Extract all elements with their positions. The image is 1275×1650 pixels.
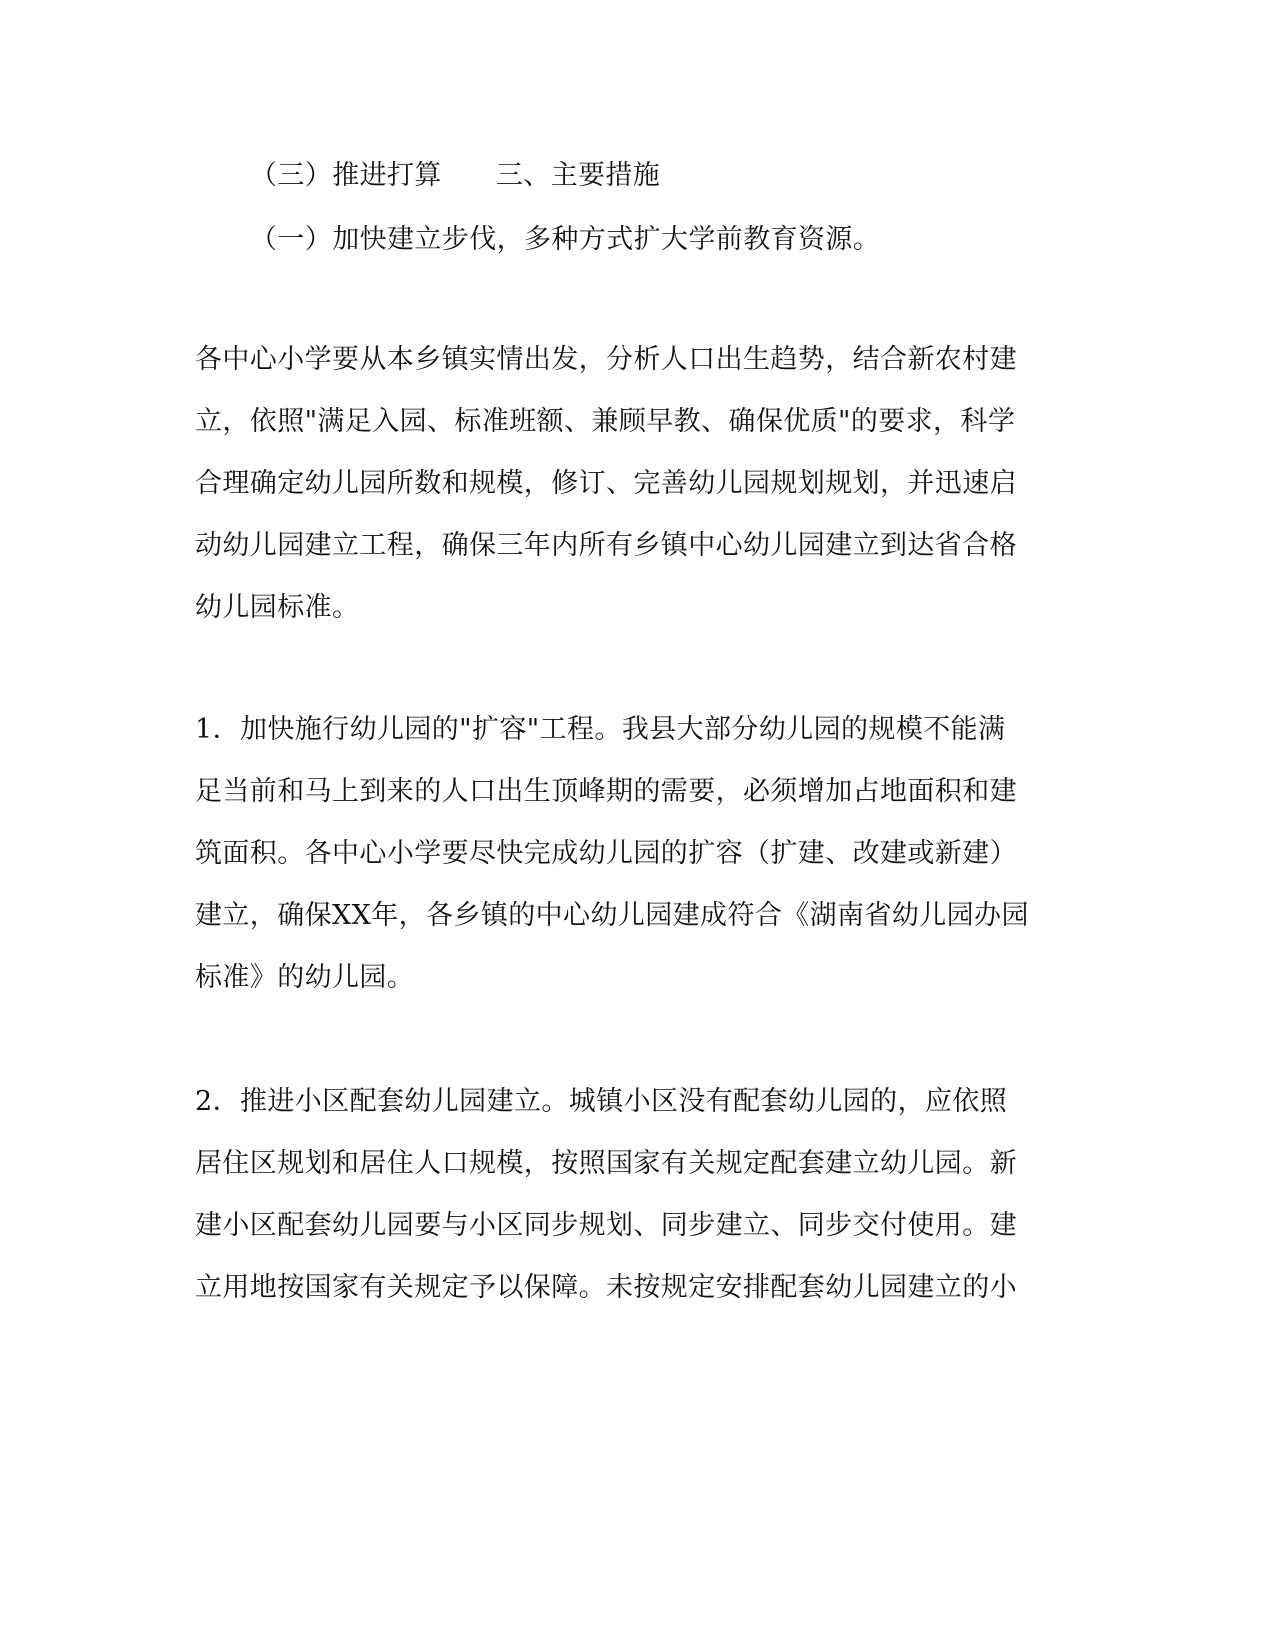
paragraph-3-line-2: 居住区规划和居住人口规模，按照国家有关规定配套建立幼儿园。新 — [195, 1148, 1017, 1179]
paragraph-1-line-4: 动幼儿园建立工程，确保三年内所有乡镇中心幼儿园建立到达省合格 — [195, 530, 1017, 561]
paragraph-2-line-5: 标准》的幼儿园。 — [195, 962, 415, 993]
paragraph-2-line-1: 1．加快施行幼儿园的"扩容"工程。我县大部分幼儿园的规模不能满 — [195, 714, 1006, 745]
paragraph-3-line-1: 2．推进小区配套幼儿园建立。城镇小区没有配套幼儿园的，应依照 — [195, 1086, 1008, 1117]
paragraph-2-line-3: 筑面积。各中心小学要尽快完成幼儿园的扩容（扩建、改建或新建） — [195, 838, 1017, 869]
section-heading — [250, 160, 660, 192]
paragraph-2-line-4: 建立，确保XX年，各乡镇的中心幼儿园建成符合《湖南省幼儿园办园 — [195, 900, 1029, 931]
paragraph-1-line-5: 幼儿园标准。 — [195, 592, 360, 623]
paragraph-1-line-1: 各中心小学要从本乡镇实情出发，分析人口出生趋势，结合新农村建 — [195, 344, 1017, 375]
paragraph-2-line-2: 足当前和马上到来的人口出生顶峰期的需要，必须增加占地面积和建 — [195, 776, 1017, 807]
paragraph-1-line-2: 立，依照"满足入园、标准班额、兼顾早教、确保优质"的要求，科学 — [195, 406, 1016, 437]
subheading: （一）加快建立步伐，多种方式扩大学前教育资源。 — [250, 224, 881, 255]
paragraph-3-line-4: 立用地按国家有关规定予以保障。未按规定安排配套幼儿园建立的小 — [195, 1272, 1017, 1303]
heading-part-2: 三、主要措施 — [495, 160, 661, 191]
heading-part-1: （三）推进打算 — [250, 160, 442, 191]
paragraph-3-line-3: 建小区配套幼儿园要与小区同步规划、同步建立、同步交付使用。建 — [195, 1210, 1017, 1241]
paragraph-1-line-3: 合理确定幼儿园所数和规模，修订、完善幼儿园规划规划，并迅速启 — [195, 468, 1017, 499]
